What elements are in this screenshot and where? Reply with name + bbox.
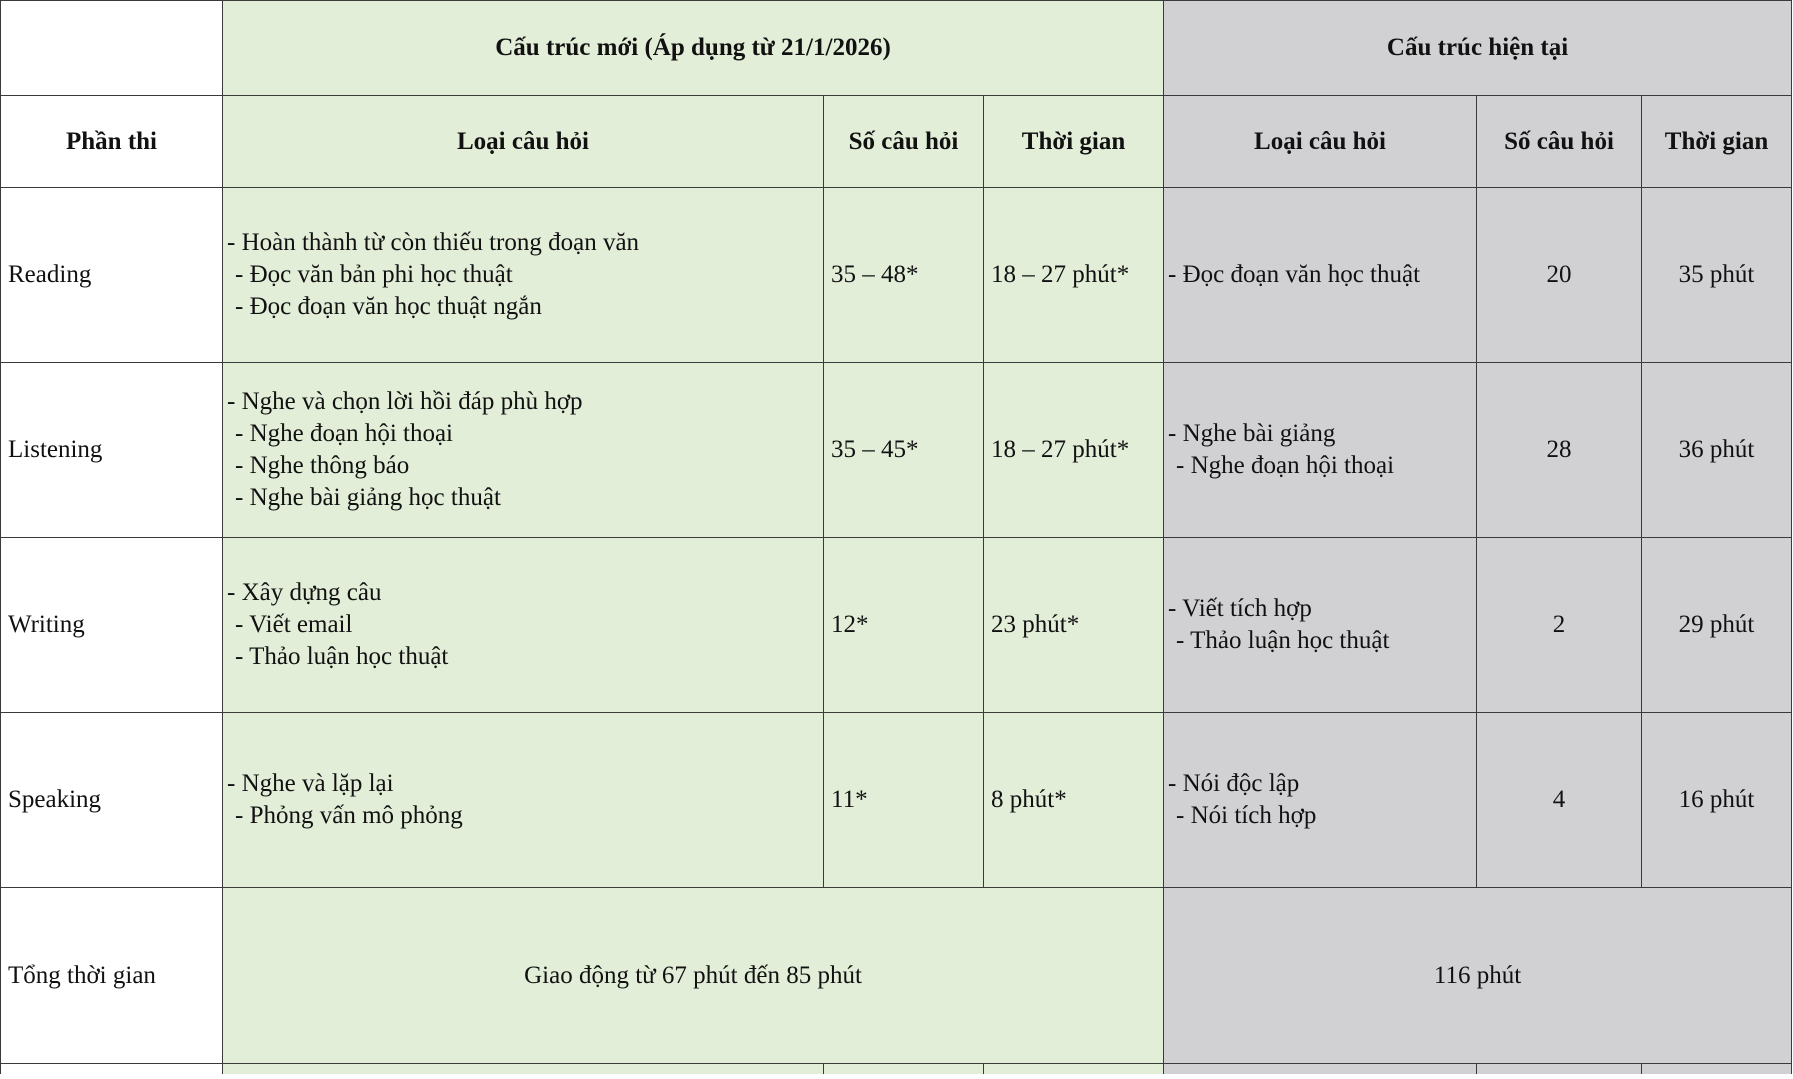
current-question-type-header: Loại câu hỏi [1164,96,1477,188]
new-question-count: 11* [824,713,984,888]
list-item: - Phỏng vấn mô phỏng [235,802,463,829]
list-item: - Viết email [235,611,353,638]
list-item: - Nghe bài giảng học thuật [235,484,501,511]
table-row [1,363,1792,538]
current-total-time: 116 phút [1164,888,1792,1064]
list-item: - Đọc đoạn văn học thuật [1168,261,1421,288]
list-item: - Nghe đoạn hội thoại [235,420,454,447]
current-question-count: 28 [1477,363,1642,538]
new-question-count: 12* [824,538,984,713]
table-row [1,538,1792,713]
section-name: Speaking [1,713,223,888]
new-question-count-header: Số câu hỏi [824,96,984,188]
list-item: - Nghe thông báo [235,452,410,479]
table-row [1,713,1792,888]
current-question-count-header: Số câu hỏi [1477,96,1642,188]
cutoff-cell [223,1064,824,1075]
list-item: - Thảo luận học thuật [235,643,449,670]
list-item: - Đọc văn bản phi học thuật [235,261,513,288]
list-item: - Nghe và chọn lời hồi đáp phù hợp [227,388,583,415]
empty-corner-cell [1,1,223,96]
new-time: 23 phút* [984,538,1164,713]
new-time: 18 – 27 phút* [984,188,1164,363]
new-total-time: Giao động từ 67 phút đến 85 phút [223,888,1164,1064]
current-question-count: 20 [1477,188,1642,363]
current-question-count: 2 [1477,538,1642,713]
section-name: Writing [1,538,223,713]
total-time-row [1,888,1792,1064]
cutoff-cell [824,1064,984,1075]
current-question-types [1164,363,1477,538]
list-item: - Nghe đoạn hội thoại [1176,452,1395,479]
new-question-types [223,713,824,888]
list-item: - Nghe và lặp lại [227,770,394,797]
new-time-header: Thời gian [984,96,1164,188]
section-name: Reading [1,188,223,363]
new-question-count: 35 – 48* [824,188,984,363]
current-question-count: 4 [1477,713,1642,888]
list-item: - Nói tích hợp [1176,802,1317,829]
list-item: - Viết tích hợp [1168,595,1312,622]
list-item: - Nói độc lập [1168,770,1300,797]
current-question-types [1164,188,1477,363]
current-time-header: Thời gian [1642,96,1792,188]
current-time: 16 phút [1642,713,1792,888]
header-row-structures [1,1,1792,96]
total-time-label: Tổng thời gian [1,888,223,1064]
cutoff-cell [1164,1064,1477,1075]
new-time: 18 – 27 phút* [984,363,1164,538]
new-question-count: 35 – 45* [824,363,984,538]
cutoff-cell [984,1064,1164,1075]
list-item: - Đọc đoạn văn học thuật ngắn [235,293,542,320]
current-time: 36 phút [1642,363,1792,538]
cutoff-cell [1477,1064,1642,1075]
list-item: - Hoàn thành từ còn thiếu trong đoạn văn [227,229,640,256]
new-question-types [223,363,824,538]
list-item: - Nghe bài giảng [1168,420,1336,447]
current-time: 29 phút [1642,538,1792,713]
current-question-types [1164,538,1477,713]
new-time: 8 phút* [984,713,1164,888]
new-question-types [223,188,824,363]
current-question-types [1164,713,1477,888]
cutoff-row [1,1064,1792,1075]
section-name: Listening [1,363,223,538]
new-structure-header: Cấu trúc mới (Áp dụng từ 21/1/2026) [223,1,1164,96]
new-question-type-header: Loại câu hỏi [223,96,824,188]
section-column-header: Phần thi [1,96,223,188]
new-question-types [223,538,824,713]
list-item: - Xây dựng câu [227,579,382,606]
table-row [1,188,1792,363]
current-structure-header: Cấu trúc hiện tại [1164,1,1792,96]
list-item: - Thảo luận học thuật [1176,627,1390,654]
cutoff-cell [1642,1064,1792,1075]
cutoff-cell [1,1064,223,1075]
header-row-columns [1,96,1792,188]
current-time: 35 phút [1642,188,1792,363]
